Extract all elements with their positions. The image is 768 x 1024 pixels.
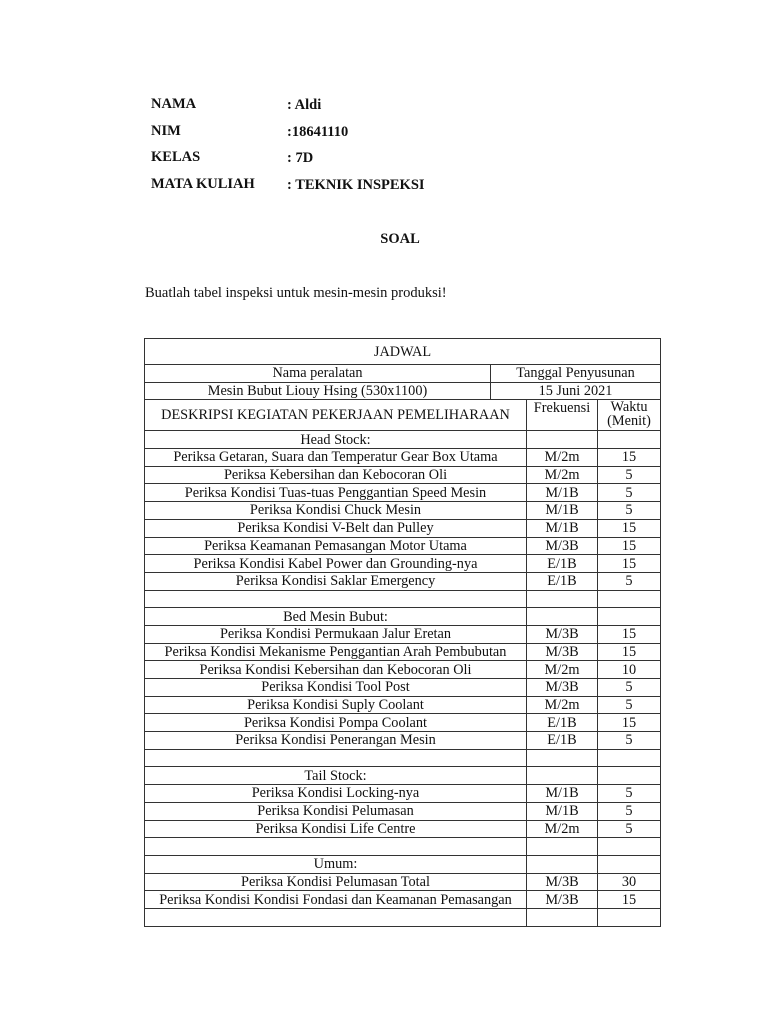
nim-label: NIM [151,122,181,139]
task-duration: 10 [598,661,661,679]
task-description: Periksa Kondisi Pompa Coolant [145,714,527,732]
table-row [145,625,661,643]
table-row [145,891,661,909]
task-duration: 15 [598,714,661,732]
task-duration: 15 [598,625,661,643]
table-row [145,785,661,803]
task-duration: 15 [598,555,661,573]
task-frequency: M/3B [527,625,598,643]
column-desc-header: DESKRIPSI KEGIATAN PEKERJAAN PEMELIHARAAN [145,400,527,431]
task-frequency: M/1B [527,484,598,502]
task-description: Periksa Kebersihan dan Kebocoran Oli [145,466,527,484]
task-duration [598,838,661,856]
column-header-row [145,400,661,431]
task-frequency: E/1B [527,714,598,732]
table-row [145,714,661,732]
table-row [145,679,661,697]
task-description: Periksa Kondisi Saklar Emergency [145,572,527,590]
task-frequency: M/2m [527,466,598,484]
table-row [145,608,661,626]
task-duration: 5 [598,484,661,502]
task-description: Periksa Kondisi Tool Post [145,679,527,697]
task-duration: 5 [598,785,661,803]
column-time-header: Waktu (Menit) [598,400,661,431]
table-row [145,555,661,573]
task-duration: 5 [598,466,661,484]
table-row [145,590,661,608]
table-row [145,431,661,449]
task-duration: 5 [598,572,661,590]
table-row [145,696,661,714]
task-description: Bed Mesin Bubut: [145,608,527,626]
task-duration: 30 [598,873,661,891]
mata-kuliah-value: : TEKNIK INSPEKSI [287,176,425,193]
task-description [145,749,527,767]
task-duration: 15 [598,891,661,909]
task-description: Periksa Kondisi Penerangan Mesin [145,732,527,750]
task-description: Umum: [145,855,527,873]
task-frequency: M/3B [527,537,598,555]
task-duration: 5 [598,820,661,838]
nama-peralatan-label: Nama peralatan [145,365,491,383]
task-duration [598,608,661,626]
task-duration [598,855,661,873]
task-description: Periksa Kondisi Pelumasan Total [145,873,527,891]
task-frequency: M/1B [527,785,598,803]
task-duration [598,590,661,608]
instruction-text: Buatlah tabel inspeksi untuk mesin-mesin produksi! [145,285,447,301]
table-row [145,767,661,785]
task-description: Periksa Kondisi Tuas-tuas Penggantian Speed Mesin [145,484,527,502]
task-description: Periksa Getaran, Suara dan Temperatur Gear Box Utama [145,449,527,467]
table-row [145,502,661,520]
mata-kuliah-label: MATA KULIAH [151,175,255,192]
table-row [145,537,661,555]
task-duration [598,908,661,926]
task-frequency [527,590,598,608]
table-row [145,873,661,891]
table-row [145,802,661,820]
task-description: Periksa Kondisi Kabel Power dan Grounding-nya [145,555,527,573]
task-frequency [527,838,598,856]
task-duration: 5 [598,802,661,820]
task-duration [598,749,661,767]
task-description: Periksa Kondisi Permukaan Jalur Eretan [145,625,527,643]
task-frequency [527,608,598,626]
task-frequency: M/2m [527,696,598,714]
task-description: Periksa Kondisi Pelumasan [145,802,527,820]
task-duration: 5 [598,502,661,520]
kelas-value: : 7D [287,150,314,166]
task-description: Periksa Kondisi Kebersihan dan Kebocoran Oli [145,661,527,679]
task-frequency: M/3B [527,679,598,697]
task-description: Periksa Keamanan Pemasangan Motor Utama [145,537,527,555]
task-description: Periksa Kondisi Chuck Mesin [145,502,527,520]
nama-value: : Aldi [287,97,322,113]
task-frequency: M/2m [527,820,598,838]
table-row [145,466,661,484]
task-duration: 15 [598,519,661,537]
table-row [145,519,661,537]
table-row [145,732,661,750]
table-row [145,749,661,767]
task-duration: 5 [598,679,661,697]
task-frequency: M/3B [527,873,598,891]
task-frequency: M/2m [527,661,598,679]
task-description [145,908,527,926]
task-frequency [527,431,598,449]
task-description: Periksa Kondisi Suply Coolant [145,696,527,714]
table-row [145,855,661,873]
table-row [145,908,661,926]
task-frequency: M/3B [527,891,598,909]
table-row [145,661,661,679]
table-title: JADWAL [145,339,661,365]
table-row [145,449,661,467]
task-frequency: M/1B [527,519,598,537]
task-description [145,838,527,856]
task-frequency: M/3B [527,643,598,661]
soal-title: SOAL [380,231,420,247]
equipment-value-row [145,382,661,400]
task-description: Periksa Kondisi V-Belt dan Pulley [145,519,527,537]
task-duration: 15 [598,643,661,661]
table-row [145,820,661,838]
table-title-row [145,339,661,365]
column-freq-header: Frekuensi [527,400,598,431]
task-frequency [527,908,598,926]
task-duration [598,767,661,785]
nama-label: NAMA [151,96,197,112]
task-frequency: E/1B [527,555,598,573]
task-frequency [527,855,598,873]
tanggal-label: Tanggal Penyusunan [491,365,661,383]
task-frequency [527,767,598,785]
task-duration [598,431,661,449]
table-row [145,643,661,661]
task-frequency: M/1B [527,802,598,820]
task-duration: 5 [598,732,661,750]
task-description: Periksa Kondisi Locking-nya [145,785,527,803]
task-duration: 5 [598,696,661,714]
machine-name: Mesin Bubut Liouy Hsing (530x1100) [145,382,491,400]
kelas-label: KELAS [151,149,201,165]
task-description: Tail Stock: [145,767,527,785]
task-description: Periksa Kondisi Kondisi Fondasi dan Keamanan Pemasangan [145,891,527,909]
nim-value: :18641110 [287,123,349,140]
task-duration: 15 [598,449,661,467]
task-description [145,590,527,608]
task-frequency: E/1B [527,572,598,590]
equipment-header-row [145,365,661,383]
task-frequency [527,749,598,767]
task-description: Periksa Kondisi Mekanisme Penggantian Arah Pembubutan [145,643,527,661]
table-row [145,838,661,856]
task-frequency: M/1B [527,502,598,520]
task-description: Periksa Kondisi Life Centre [145,820,527,838]
task-frequency: M/2m [527,449,598,467]
task-description: Head Stock: [145,431,527,449]
date-value: 15 Juni 2021 [491,382,661,400]
table-row [145,572,661,590]
inspection-schedule-table [144,338,661,927]
task-duration: 15 [598,537,661,555]
table-row [145,484,661,502]
task-frequency: E/1B [527,732,598,750]
